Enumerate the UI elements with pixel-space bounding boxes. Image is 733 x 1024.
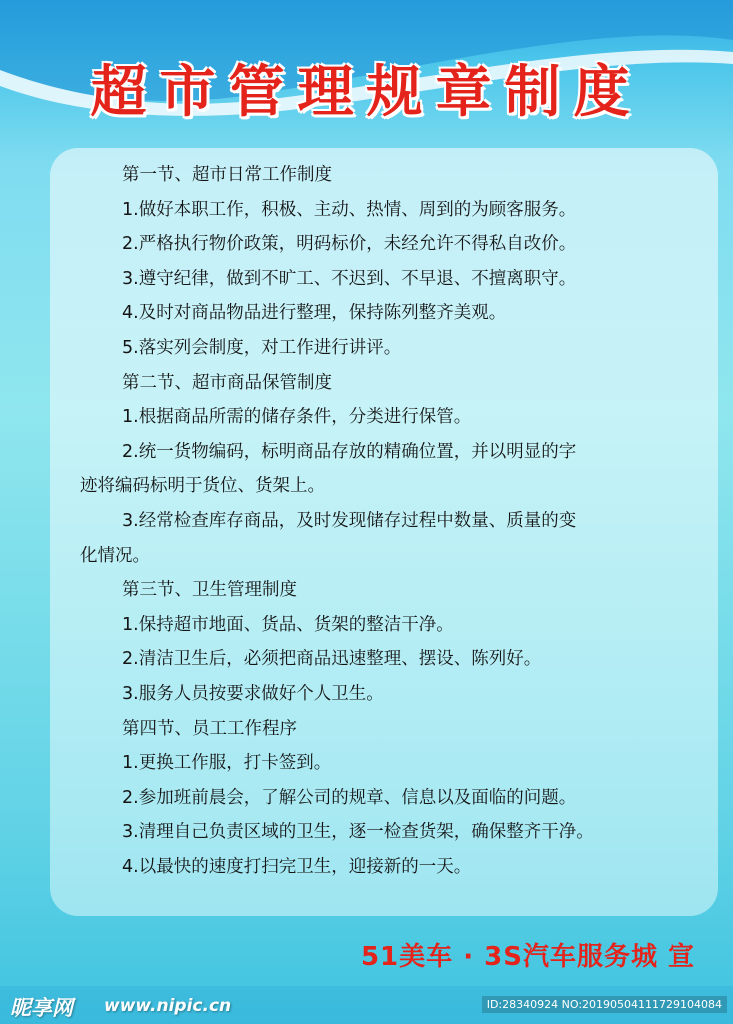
footer-sponsor: 51美车 · 3S汽车服务城 宣 xyxy=(360,942,695,972)
rule-item: 1.做好本职工作，积极、主动、热情、周到的为顾客服务。 xyxy=(122,199,577,220)
rule-item: 2.清洁卫生后，必须把商品迅速整理、摆设、陈列好。 xyxy=(122,649,542,670)
rule-item: 4.以最快的速度打扫完卫生，迎接新的一天。 xyxy=(122,856,472,877)
section-heading: 第四节、员工工作程序 xyxy=(122,718,297,739)
watermark-logo: 昵享网 xyxy=(10,996,73,1020)
rule-item: 3.服务人员按要求做好个人卫生。 xyxy=(122,683,384,704)
rule-item: 2.统一货物编码，标明商品存放的精确位置，并以明显的字 xyxy=(122,441,577,462)
rule-item: 5.落实列会制度，对工作进行讲评。 xyxy=(122,337,402,358)
rule-item: 4.及时对商品物品进行整理，保持陈列整齐美观。 xyxy=(122,303,507,324)
rule-item: 3.遵守纪律，做到不旷工、不迟到、不早退、不擅离职守。 xyxy=(122,268,577,289)
section-heading: 第三节、卫生管理制度 xyxy=(122,580,297,601)
rule-item-continuation: 化情况。 xyxy=(80,545,150,566)
watermark-id: ID:28340924 NO:20190504111729104084 xyxy=(482,996,727,1013)
rule-item: 2.严格执行物价政策，明码标价，未经允许不得私自改价。 xyxy=(122,234,577,255)
rule-item: 1.保持超市地面、货品、货架的整洁干净。 xyxy=(122,614,454,635)
rule-item-continuation: 迹将编码标明于货位、货架上。 xyxy=(80,476,325,497)
rule-item: 2.参加班前晨会，了解公司的规章、信息以及面临的问题。 xyxy=(122,787,577,808)
rule-item: 1.更换工作服，打卡签到。 xyxy=(122,753,332,774)
watermark-url: www.nipic.cn xyxy=(104,996,232,1016)
section-heading: 第一节、超市日常工作制度 xyxy=(122,165,332,185)
section-heading: 第二节、超市商品保管制度 xyxy=(122,372,332,393)
poster-title: 超市管理规章制度 xyxy=(90,60,643,125)
rule-item: 3.清理自己负责区域的卫生，逐一检查货架，确保整齐干净。 xyxy=(122,822,594,843)
rules-content xyxy=(80,158,710,884)
rule-item: 1.根据商品所需的储存条件，分类进行保管。 xyxy=(122,407,472,428)
rule-item: 3.经常检查库存商品，及时发现储存过程中数量、质量的变 xyxy=(122,510,577,531)
